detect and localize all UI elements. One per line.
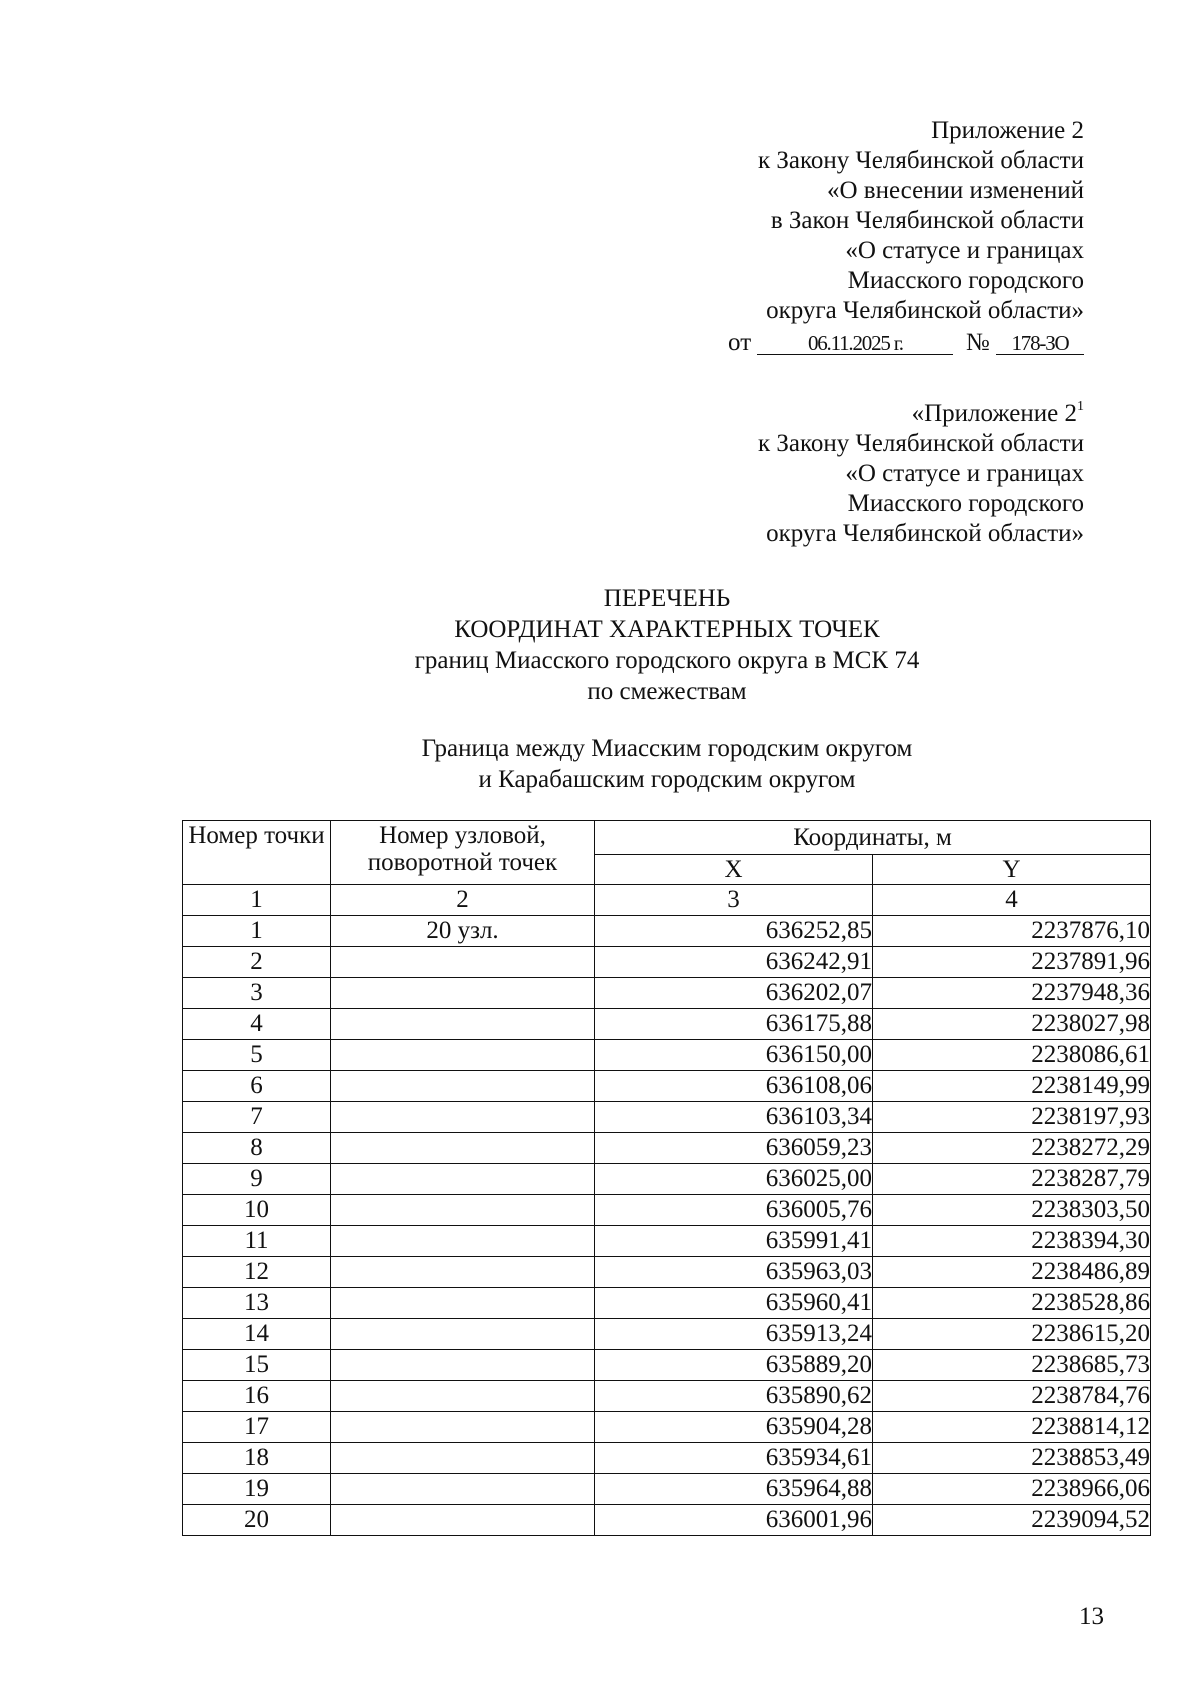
law-date-number-line [728, 328, 1084, 358]
point-number-cell: 2 [183, 947, 331, 978]
node-number-cell [331, 1350, 595, 1381]
table-row [183, 1195, 1151, 1226]
x-coordinate-cell: 636005,76 [595, 1195, 873, 1226]
x-coordinate-cell: 636150,00 [595, 1040, 873, 1071]
node-number-cell [331, 1102, 595, 1133]
x-coordinate-cell: 635889,20 [595, 1350, 873, 1381]
x-coordinate-cell: 635964,88 [595, 1474, 873, 1505]
appendix-2-1-title: «Приложение 2 [911, 400, 1077, 427]
title-line: границ Миасского городского округа в МСК 74 [414, 647, 920, 674]
table-row [183, 1288, 1151, 1319]
x-coordinate-cell: 636001,96 [595, 1505, 873, 1536]
title-line: по смежествам [587, 678, 747, 705]
x-coordinate-cell: 636025,00 [595, 1164, 873, 1195]
y-coordinate-cell: 2237876,10 [873, 916, 1151, 947]
point-number-cell: 11 [183, 1226, 331, 1257]
y-coordinate-cell: 2238303,50 [873, 1195, 1151, 1226]
table-row [183, 1071, 1151, 1102]
point-number-cell: 9 [183, 1164, 331, 1195]
node-number-cell [331, 1443, 595, 1474]
x-coordinate-cell: 635991,41 [595, 1226, 873, 1257]
law-date: 06.11.2025 г. [757, 332, 953, 355]
appendix-2-1-line: округа Челябинской области» [766, 520, 1084, 547]
y-coordinate-cell: 2238272,29 [873, 1133, 1151, 1164]
y-coordinate-cell: 2238615,20 [873, 1319, 1151, 1350]
node-number-cell [331, 1071, 595, 1102]
subtitle-line: и Карабашским городским округом [478, 766, 856, 793]
node-number-cell [331, 1226, 595, 1257]
point-number-cell: 15 [183, 1350, 331, 1381]
point-number-cell: 7 [183, 1102, 331, 1133]
point-number-cell: 19 [183, 1474, 331, 1505]
appendix-line: в Закон Челябинской области [770, 207, 1084, 234]
appendix-header [728, 116, 1084, 358]
table-row [183, 1474, 1151, 1505]
table-row [183, 978, 1151, 1009]
number-label: № [965, 329, 990, 356]
title-line: ПЕРЕЧЕНЬ [603, 585, 731, 612]
x-coordinate-cell: 636103,34 [595, 1102, 873, 1133]
header-node-number: Номер узловой, поворотной точек [331, 821, 595, 885]
table-row [183, 1102, 1151, 1133]
y-coordinate-cell: 2238287,79 [873, 1164, 1151, 1195]
boundary-subtitle [182, 733, 1152, 795]
node-number-cell [331, 947, 595, 978]
x-coordinate-cell: 636242,91 [595, 947, 873, 978]
appendix-2-1-line: «О статусе и границах [845, 460, 1084, 487]
y-coordinate-cell: 2238814,12 [873, 1412, 1151, 1443]
appendix-line: округа Челябинской области» [766, 297, 1084, 324]
x-coordinate-cell: 636202,07 [595, 978, 873, 1009]
node-number-cell [331, 1505, 595, 1536]
appendix-2-1-superscript: 1 [1077, 399, 1084, 414]
appendix-2-1-header [758, 392, 1084, 549]
header-coordinates: Координаты, м [595, 821, 1151, 855]
node-number-cell [331, 1412, 595, 1443]
document-title [182, 583, 1152, 707]
column-number: 3 [595, 885, 873, 916]
x-coordinate-cell: 635904,28 [595, 1412, 873, 1443]
table-row [183, 1443, 1151, 1474]
node-number-cell [331, 1319, 595, 1350]
appendix-line: «О внесении изменений [826, 177, 1084, 204]
law-number: 178-ЗО [996, 332, 1084, 355]
node-number-cell [331, 1195, 595, 1226]
node-number-cell [331, 1040, 595, 1071]
y-coordinate-cell: 2238027,98 [873, 1009, 1151, 1040]
table-row [183, 1226, 1151, 1257]
point-number-cell: 3 [183, 978, 331, 1009]
point-number-cell: 13 [183, 1288, 331, 1319]
point-number-cell: 14 [183, 1319, 331, 1350]
header-point-number: Номер точки [183, 821, 331, 885]
x-coordinate-cell: 635934,61 [595, 1443, 873, 1474]
appendix-line: Миасского городского [847, 267, 1084, 294]
subtitle-line: Граница между Миасским городским округом [421, 735, 913, 762]
y-coordinate-cell: 2238784,76 [873, 1381, 1151, 1412]
table-row [183, 1350, 1151, 1381]
y-coordinate-cell: 2237891,96 [873, 947, 1151, 978]
header-y: Y [873, 855, 1151, 885]
x-coordinate-cell: 636252,85 [595, 916, 873, 947]
from-label: от [728, 329, 752, 356]
y-coordinate-cell: 2238853,49 [873, 1443, 1151, 1474]
point-number-cell: 5 [183, 1040, 331, 1071]
point-number-cell: 12 [183, 1257, 331, 1288]
node-number-cell [331, 1257, 595, 1288]
node-number-cell [331, 1474, 595, 1505]
x-coordinate-cell: 635963,03 [595, 1257, 873, 1288]
x-coordinate-cell: 635913,24 [595, 1319, 873, 1350]
point-number-cell: 1 [183, 916, 331, 947]
appendix-line: к Закону Челябинской области [758, 147, 1084, 174]
y-coordinate-cell: 2238966,06 [873, 1474, 1151, 1505]
point-number-cell: 16 [183, 1381, 331, 1412]
x-coordinate-cell: 635890,62 [595, 1381, 873, 1412]
table-row [183, 1040, 1151, 1071]
table-row [183, 1009, 1151, 1040]
y-coordinate-cell: 2238528,86 [873, 1288, 1151, 1319]
appendix-line: Приложение 2 [931, 117, 1084, 144]
coordinates-table [182, 820, 1151, 1536]
point-number-cell: 10 [183, 1195, 331, 1226]
column-number: 4 [873, 885, 1151, 916]
table-row [183, 1257, 1151, 1288]
x-coordinate-cell: 636108,06 [595, 1071, 873, 1102]
title-line: КООРДИНАТ ХАРАКТЕРНЫХ ТОЧЕК [454, 616, 880, 643]
page-number: 13 [1079, 1603, 1104, 1630]
point-number-cell: 6 [183, 1071, 331, 1102]
point-number-cell: 4 [183, 1009, 331, 1040]
column-number: 2 [331, 885, 595, 916]
node-number-cell [331, 1164, 595, 1195]
y-coordinate-cell: 2238486,89 [873, 1257, 1151, 1288]
y-coordinate-cell: 2238086,61 [873, 1040, 1151, 1071]
table-row [183, 947, 1151, 978]
table-row [183, 1381, 1151, 1412]
appendix-2-1-line: Миасского городского [847, 490, 1084, 517]
y-coordinate-cell: 2238685,73 [873, 1350, 1151, 1381]
y-coordinate-cell: 2237948,36 [873, 978, 1151, 1009]
appendix-2-1-title-line [758, 392, 1084, 429]
table-row [183, 1319, 1151, 1350]
x-coordinate-cell: 635960,41 [595, 1288, 873, 1319]
table-row [183, 1133, 1151, 1164]
point-number-cell: 20 [183, 1505, 331, 1536]
table-row [183, 1164, 1151, 1195]
node-number-cell: 20 узл. [331, 916, 595, 947]
appendix-2-1-line: к Закону Челябинской области [758, 430, 1084, 457]
node-number-cell [331, 1288, 595, 1319]
table-body [183, 885, 1151, 1536]
x-coordinate-cell: 636059,23 [595, 1133, 873, 1164]
y-coordinate-cell: 2239094,52 [873, 1505, 1151, 1536]
node-number-cell [331, 978, 595, 1009]
header-x: X [595, 855, 873, 885]
y-coordinate-cell: 2238197,93 [873, 1102, 1151, 1133]
point-number-cell: 8 [183, 1133, 331, 1164]
node-number-cell [331, 1133, 595, 1164]
node-number-cell [331, 1381, 595, 1412]
node-number-cell [331, 1009, 595, 1040]
table-row [183, 1412, 1151, 1443]
table-row [183, 916, 1151, 947]
y-coordinate-cell: 2238149,99 [873, 1071, 1151, 1102]
appendix-line: «О статусе и границах [845, 237, 1084, 264]
column-number: 1 [183, 885, 331, 916]
point-number-cell: 17 [183, 1412, 331, 1443]
table-row [183, 1505, 1151, 1536]
point-number-cell: 18 [183, 1443, 331, 1474]
y-coordinate-cell: 2238394,30 [873, 1226, 1151, 1257]
column-number-row [183, 885, 1151, 916]
x-coordinate-cell: 636175,88 [595, 1009, 873, 1040]
